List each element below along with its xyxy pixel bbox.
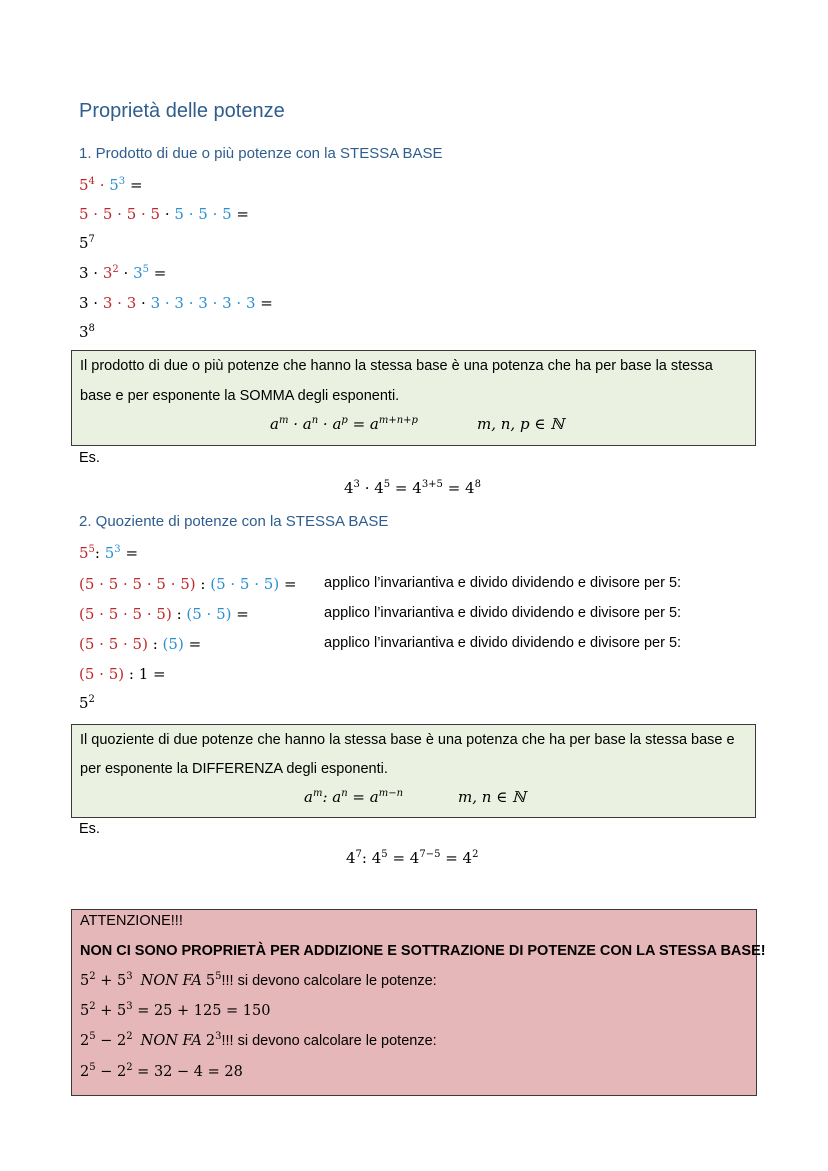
calc-note-1: si devono calcolare le potenze: [237,973,437,989]
quot-line-2: (5 · 5 · 5 · 5 · 5) : (5 · 5 · 5) = [79,575,297,593]
warning-diff-calc: $2^5 - 2^2 = 32 - 4 = 28$ [80,1062,243,1080]
rule-text-line1: Il prodotto di due o più potenze che hanno la stessa base è una potenza che ha per base la stessa [80,358,713,374]
quotient-condition: m, n ∈ ℕ [458,788,526,806]
example-label-1: Es. [79,450,100,466]
math-line-2: 5 · 5 · 5 · 5 · 5 · 5 · 5 = [79,205,249,223]
section2-heading: 2. Quoziente di potenze con la STESSA BASE [79,513,389,530]
quot-line-3: (5 · 5 · 5 · 5) : (5 · 5) = [79,605,249,623]
math-line-3: $5^7$ [79,234,95,252]
quot-note-1: applico l’invariantiva e divido dividendo e divisore per 5: [324,575,682,591]
quotient-example: $4^7$: $4^5 = 4^{7-5} = 4^2$ [346,849,479,867]
product-example: $4^3 \cdot 4^5 = 4^{3+5} = 4^8$ [344,479,481,497]
rule-text-q-line2: per esponente la DIFFERENZA degli esponenti. [80,761,388,777]
math-line-5: 3 · 3 · 3 · 3 · 3 · 3 · 3 · 3 = [79,294,273,312]
warning-statement: NON CI SONO PROPRIETÀ PER ADDIZIONE E SOTTRAZIONE DI POTENZE CON LA STESSA BASE! [80,943,766,959]
rule-text-q-line1: Il quoziente di due potenze che hanno la stessa base è una potenza che ha per base la stessa base e [80,732,735,748]
warning-diff-note: $2^5 - 2^2$ NON FA $2^3$!!! si devono calcolare le potenze: [80,1031,437,1049]
product-formula: $a^m \cdot a^n \cdot a^p = a^{m+n+p}$ [270,415,418,433]
math-line-1: $5^4 \cdot 5^3$ = [79,176,143,194]
quot-line-4: (5 · 5 · 5) : (5) = [79,635,202,653]
warning-sum-calc: $5^2 + 5^3 = 25 + 125 = 150$ [80,1001,271,1019]
warning-box [71,909,766,1096]
warning-sum-note: $5^2 + 5^3$ NON FA $5^5$!!! si devono calcolare le potenze: [80,971,437,989]
sum-result: = 25 + 125 = 150 [137,1003,271,1019]
non-fa-1: NON FA [140,973,202,989]
quot-note-3: applico l’invariantiva e divido dividendo e divisore per 5: [324,635,682,651]
rule-text-line2: base e per esponente la SOMMA degli esponenti. [80,388,400,404]
quot-line-5: (5 · 5) : 1 = [79,665,166,683]
math-line-6: $3^8$ [79,323,95,341]
quot-note-2: applico l’invariantiva e divido dividendo e divisore per 5: [324,605,682,621]
warning-title: ATTENZIONE!!! [80,913,183,929]
calc-note-2: si devono calcolare le potenze: [237,1033,437,1049]
quotient-formula: $a^m$: $a^n = a^{m-n}$ [304,788,404,806]
quot-line-1: $5^5$: $5^3$ = [79,544,139,562]
math-line-4: $3 \cdot 3^2 \cdot 3^5$ = [79,264,167,282]
section1-heading: 1. Prodotto di due o più potenze con la STESSA BASE [79,145,443,162]
non-fa-2: NON FA [140,1033,202,1049]
rule-box-quotient [71,724,756,818]
quot-line-6: $5^2$ [79,694,95,712]
product-condition: m, n, p ∈ ℕ [477,415,564,433]
page-title: Proprietà delle potenze [79,100,285,122]
example-label-2: Es. [79,821,100,837]
rule-box-product [71,350,756,446]
diff-result: = 32 − 4 = 28 [132,1064,243,1080]
